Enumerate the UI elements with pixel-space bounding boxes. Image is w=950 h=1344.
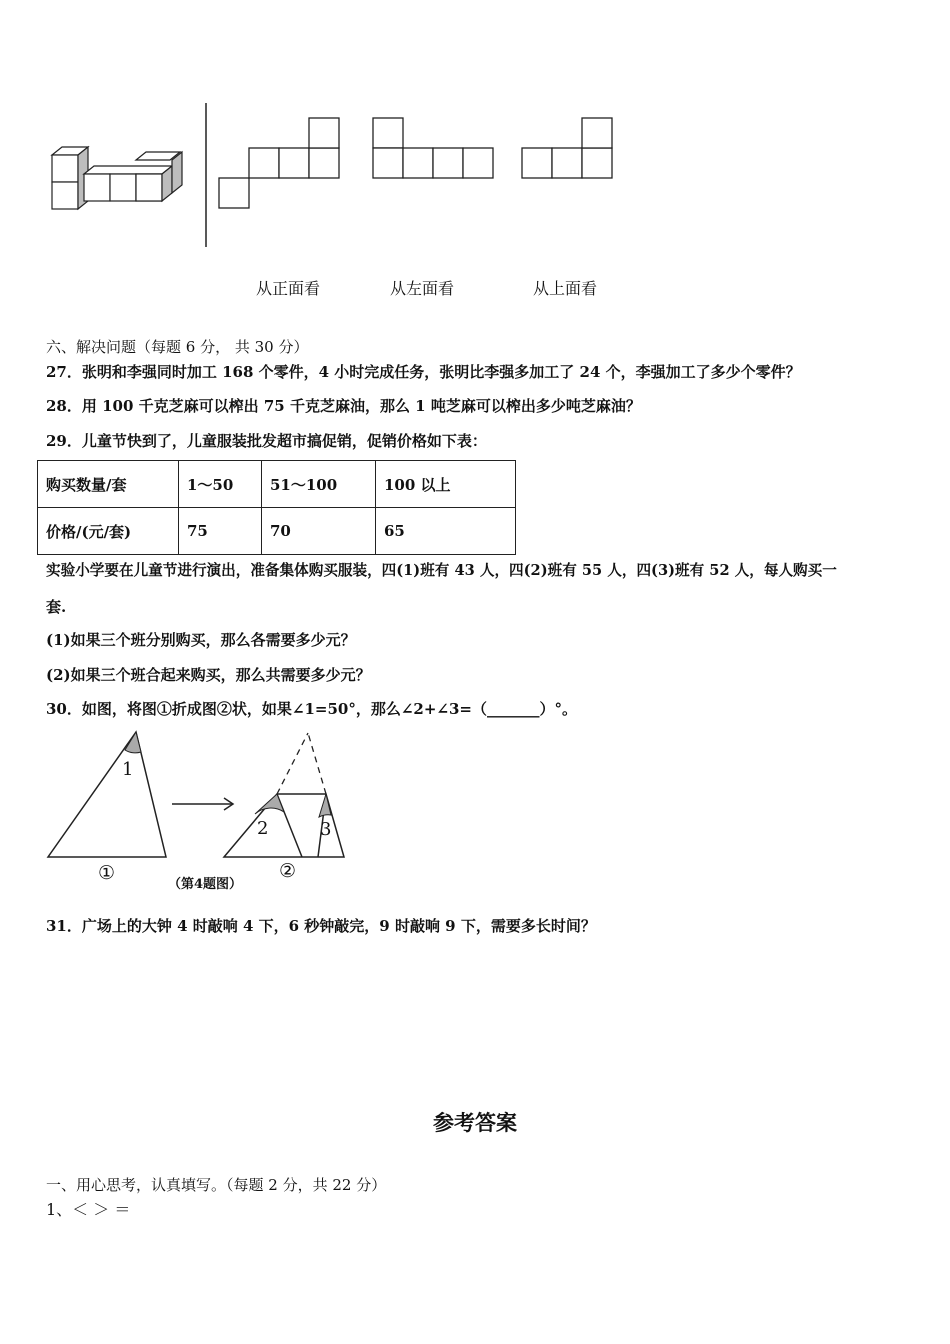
table-cell: 70 bbox=[262, 508, 376, 555]
table-cell: 价格/(元/套) bbox=[38, 508, 179, 555]
figure-caption: （第4题图） bbox=[168, 877, 243, 892]
caption-front-view: 从正面看 bbox=[256, 279, 321, 298]
front-view-figure bbox=[218, 117, 343, 212]
question-29-sub2: (2)如果三个班合起来购买，那么共需要多少元？ bbox=[46, 666, 371, 684]
angle-3-label: 3 bbox=[320, 819, 332, 840]
answer-title: 参考答案 bbox=[433, 1111, 517, 1135]
vertical-divider bbox=[204, 103, 208, 249]
question-29-text-line1: 实验小学要在儿童节进行演出，准备集体购买服装，四(1)班有 43 人，四(2)班有 55 人，四(3)班有 52 人，每人购买一 bbox=[46, 562, 837, 579]
table-cell: 65 bbox=[376, 508, 516, 555]
section6-heading: 六、解决问题（每题 6 分， 共 30 分） bbox=[46, 338, 309, 356]
answer-section1-heading: 一、用心思考，认真填写。（每题 2 分，共 22 分） bbox=[46, 1176, 387, 1194]
question-28: 28．用 100 千克芝麻可以榨出 75 千克芝麻油，那么 1 吨芝麻可以榨出多少吨芝麻油？ bbox=[46, 397, 641, 415]
table-cell: 75 bbox=[179, 508, 262, 555]
caption-top-view: 从上面看 bbox=[533, 279, 598, 298]
angle-2-label: 2 bbox=[257, 818, 269, 839]
question-30: 30．如图，将图①折成图②状，如果∠1=50°，那么∠2+∠3=（_______）°。 bbox=[46, 700, 577, 718]
caption-left-view: 从左面看 bbox=[390, 279, 455, 298]
cube-solid-figure bbox=[48, 140, 188, 220]
answer-1: 1、＜ ＞ ＝ bbox=[46, 1200, 131, 1219]
question-29-text-line2: 套. bbox=[46, 598, 67, 616]
table-cell: 51～100 bbox=[262, 461, 376, 508]
left-view-figure bbox=[372, 117, 497, 182]
figure-1-label: ① bbox=[98, 862, 116, 884]
price-table bbox=[37, 460, 516, 555]
table-cell: 购买数量/套 bbox=[38, 461, 179, 508]
question-29-intro: 29．儿童节快到了，儿童服装批发超市搞促销，促销价格如下表： bbox=[46, 432, 487, 450]
angle-1-label: 1 bbox=[122, 759, 134, 780]
question-27: 27．张明和李强同时加工 168 个零件，4 小时完成任务，张明比李强多加工了 24 个，李强加工了多少个零件？ bbox=[46, 363, 801, 381]
question-31: 31．广场上的大钟 4 时敲响 4 下，6 秒钟敲完，9 时敲响 9 下，需要多长时间？ bbox=[46, 917, 596, 935]
question-29-sub1: (1)如果三个班分别购买，那么各需要多少元？ bbox=[46, 631, 356, 649]
table-row bbox=[38, 508, 516, 555]
fold-triangle-figure bbox=[44, 728, 364, 893]
figure-2-label: ② bbox=[279, 860, 297, 882]
table-cell: 100 以上 bbox=[376, 461, 516, 508]
table-cell: 1～50 bbox=[179, 461, 262, 508]
table-row bbox=[38, 461, 516, 508]
top-view-figure bbox=[521, 117, 616, 182]
